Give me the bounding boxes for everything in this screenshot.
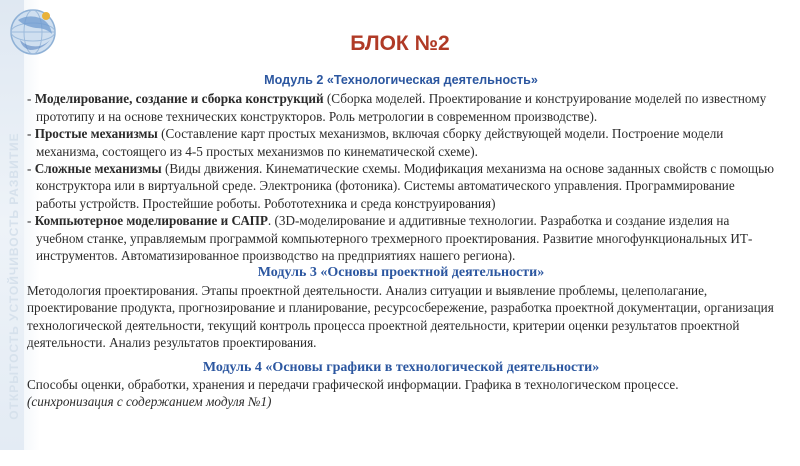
item-marker: - (27, 91, 35, 107)
item-description: (Виды движения. Кинематические схемы. Модификация механизма на основе заданных свойств с помощью конструктора или в виртуальной среде. Электроника (фотоника). Системы автоматического управления. Программирование работы устройств. Простейшие роботы. Робототехника и среда конструирования) (36, 161, 774, 211)
item-title: Моделирование, создание и сборка конструкций (34, 91, 324, 107)
module2-heading: Модуль 2 «Технологическая деятельность» (264, 73, 538, 87)
module4-heading: Модуль 4 «Основы графики в технологической деятельности» (202, 359, 600, 375)
sidebar-vertical-text: ОТКРЫТОСТЬ УСТОЙЧИВОСТЬ РАЗВИТИЕ (7, 132, 21, 420)
item-description: (Сборка моделей. Проектирование и конструирование моделей по известному прототипу и на основе технических конструкторов. Роль метрологии в современном производстве). (36, 91, 767, 124)
module4-sync-note: (синхронизация с содержанием модуля №1) (27, 394, 272, 410)
module3-text: Методология проектирования. Этапы проектной деятельности. Анализ ситуации и выявление проблемы, целеполагание, проектирование продукта, прогнозирование и планирование, ресурсосбережение, разработка проектной документации, организация технологической деятельности, текущий контроль процесса проектной деятельности, критерии оценки результатов проектной деятельности. Анализ результатов проектирования. (27, 282, 774, 351)
item-marker: - (27, 213, 35, 229)
module4-text (27, 376, 775, 411)
module2-item (27, 212, 775, 264)
module2-item (27, 160, 775, 212)
item-title: Компьютерное моделирование и САПР (34, 213, 268, 229)
item-marker: - (27, 161, 35, 177)
item-description: . (3D-моделирование и аддитивные технологии. Разработка и создание изделия на учебном станке, управляемым программой компьютерного трехмерного проектирования. Развитие многофункциональных ИТ-инструментов. Автоматизированное производство на предприятиях нашего региона). (36, 213, 753, 264)
module2-item (27, 125, 775, 160)
item-description: (Составление карт простых механизмов, включая сборку действующей модели. Построение модели механизма, состоящего из 4-5 простых механизмов по кинематической схеме). (36, 126, 724, 159)
module4-description: Способы оценки, обработки, хранения и передачи графической информации. Графика в технологическом процессе. (27, 376, 679, 392)
item-title: Простые механизмы (34, 126, 158, 142)
item-title: Сложные механизмы (34, 161, 162, 177)
slide-title: БЛОК №2 (350, 32, 450, 55)
module2-item (27, 90, 775, 125)
module3-heading: Модуль 3 «Основы проектной деятельности» (257, 265, 545, 281)
item-marker: - (27, 126, 35, 142)
content-body (27, 72, 775, 411)
